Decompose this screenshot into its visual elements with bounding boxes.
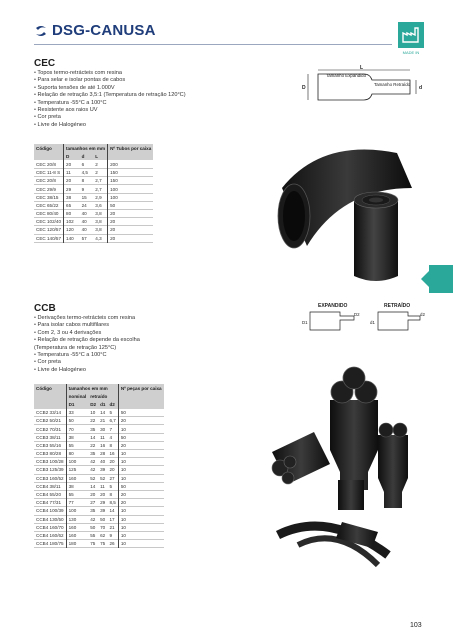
table-row <box>34 531 164 539</box>
table-cell: 10 <box>118 507 163 515</box>
list-item: • Topos termo-retrácteis com resina <box>34 70 186 77</box>
table-cell: 180 <box>66 540 88 548</box>
table-cell: 50 <box>90 524 96 530</box>
cec-recovered-label: Tamanho Retraído <box>374 82 411 87</box>
table-row <box>34 193 153 201</box>
table-cell: 10 <box>90 409 96 415</box>
table-cell: 20 <box>108 210 154 218</box>
ccb-spec-table <box>34 384 164 548</box>
ccb-expanded-label: EXPANDIDO <box>318 303 348 309</box>
factory-icon <box>398 22 424 48</box>
table-cell: 26 <box>109 541 115 547</box>
cec-expanded-label: Tamanho Expandido <box>326 73 367 78</box>
ccb-label-d1: d1 <box>370 320 375 325</box>
table-cell: 8 <box>81 178 85 184</box>
table-cell: 3,8 <box>95 219 102 225</box>
table-cell: 2,7 <box>95 186 102 192</box>
table-cell: 30 <box>100 426 106 432</box>
table-cell: 28 <box>100 451 106 457</box>
table-cell: 150 <box>108 177 154 185</box>
list-item: • Para selar e isolar pontas de cabos <box>34 77 186 84</box>
table-header: L <box>93 152 107 160</box>
table-cell: 42 <box>90 459 96 465</box>
table-cell: 2,7 <box>95 178 102 184</box>
table-cell: 24 <box>81 202 87 208</box>
table-cell: 20 <box>108 226 154 234</box>
table-cell: 55 <box>66 441 88 449</box>
table-cell: 10 <box>118 474 163 482</box>
table-row <box>34 482 164 490</box>
table-cell: 20 <box>64 177 80 185</box>
table-cell: 50 <box>108 201 154 209</box>
list-item: • Derivações termo-retrácteis com resina <box>34 315 140 322</box>
table-cell: 38 <box>66 482 88 490</box>
table-cell: CCB4 100/39 <box>36 508 64 514</box>
table-header: Código <box>34 384 66 392</box>
table-row <box>34 169 153 177</box>
list-item: • Livre de Halogéneo <box>34 367 107 374</box>
table-cell: 20 <box>108 218 154 226</box>
ccb-title: CCB <box>34 303 56 314</box>
list-item: • Para isolar cabos multifilares <box>34 322 140 329</box>
cec-product-photo <box>262 128 422 288</box>
table-cell: 22 <box>90 418 96 424</box>
table-cell: 150 <box>108 169 154 177</box>
table-cell: 3,8 <box>95 227 102 233</box>
table-cell: CCB4 38/11 <box>36 483 61 489</box>
table-row <box>34 433 164 441</box>
table-cell: CEC 140/57 <box>36 235 62 241</box>
table-cell: 40 <box>100 459 106 465</box>
table-cell: 42 <box>90 516 96 522</box>
table-row <box>34 425 164 433</box>
table-row <box>34 234 153 242</box>
table-cell: CCB3 125/39 <box>36 467 64 473</box>
cec-label-L: L <box>360 65 364 71</box>
table-cell: 102 <box>64 218 80 226</box>
table-cell: 9 <box>81 186 85 192</box>
table-cell: CCB3 100/28 <box>36 459 64 465</box>
table-cell: 50 <box>118 409 163 417</box>
table-cell: 77 <box>66 499 88 507</box>
table-cell: 57 <box>81 235 87 241</box>
table-header: retraído <box>88 392 118 400</box>
table-cell: 27 <box>90 500 96 506</box>
table-cell: 3,8 <box>95 211 102 217</box>
list-item: • Temperatura -55°C a 100°C <box>34 100 186 107</box>
brand-name: DSG-CANUSA <box>52 22 156 39</box>
table-row <box>34 185 153 193</box>
table-cell: CEC 29/9 <box>36 186 56 192</box>
table-cell: 27 <box>109 475 115 481</box>
table-row <box>34 441 164 449</box>
table-row <box>34 417 164 425</box>
table-cell: 55 <box>90 532 96 538</box>
table-header: Nº peças por caixa <box>118 384 163 392</box>
table-cell: 200 <box>108 160 154 168</box>
table-cell: 10 <box>118 531 163 539</box>
ccb-bullet-wrap: (Temperatura de retração 125°C) <box>34 345 117 351</box>
ccb-dimension-diagram <box>300 298 428 340</box>
table-cell: 65 <box>64 201 80 209</box>
table-cell: CCB2 50/21 <box>36 418 62 424</box>
list-item: • Relação de retração depende da escolha <box>34 337 140 344</box>
table-cell: CEC 38/15 <box>36 194 59 200</box>
table-cell: 35 <box>90 451 96 457</box>
table-cell: CEC 65/22 <box>36 202 59 208</box>
brand-swirl-icon <box>34 24 48 38</box>
table-cell: CCB3 160/52 <box>36 475 64 481</box>
table-cell: CCB4 180/75 <box>36 541 64 547</box>
table-cell: 21 <box>109 524 115 530</box>
table-cell: 80 <box>64 210 80 218</box>
ccb-label-D1: D1 <box>302 320 308 325</box>
table-cell: 16 <box>109 451 115 457</box>
table-cell: 20 <box>108 234 154 242</box>
table-cell: 20 <box>118 490 163 498</box>
table-cell: 120 <box>64 226 80 234</box>
table-cell: 20 <box>109 459 115 465</box>
table-cell: 35 <box>90 426 96 432</box>
table-cell: 29 <box>100 500 106 506</box>
table-cell: CCB4 77/31 <box>36 500 62 506</box>
table-header: Nº Tubos por caixa <box>108 144 154 152</box>
table-cell: 10 <box>118 425 163 433</box>
table-cell: 80 <box>66 450 88 458</box>
table-cell: 38 <box>64 193 80 201</box>
cec-label-D: D <box>302 85 306 91</box>
table-cell: 10 <box>118 458 163 466</box>
list-item: • Com 2, 3 ou 4 derivações <box>34 330 140 337</box>
table-cell: CCB4 160/62 <box>36 532 64 538</box>
table-cell: 11 <box>100 483 105 489</box>
cec-label-d: d <box>419 85 423 91</box>
table-cell: 38 <box>66 433 88 441</box>
table-cell: 75 <box>100 541 106 547</box>
table-row <box>34 177 153 185</box>
table-row <box>34 474 164 482</box>
table-row <box>34 466 164 474</box>
table-cell: 160 <box>66 523 88 531</box>
table-cell: 14 <box>90 434 96 440</box>
page-number: 103 <box>410 622 422 629</box>
table-cell: 3,6 <box>95 202 102 208</box>
table-row <box>34 218 153 226</box>
table-row <box>34 499 164 507</box>
table-cell: 75 <box>90 541 96 547</box>
table-header: Código <box>34 144 64 152</box>
table-cell: 10 <box>118 515 163 523</box>
table-cell: 4,3 <box>95 235 102 241</box>
table-cell: 52 <box>90 475 96 481</box>
cec-dimension-diagram <box>300 64 428 108</box>
table-row <box>34 523 164 531</box>
table-cell: 50 <box>66 417 88 425</box>
table-cell: 7 <box>109 426 113 432</box>
table-cell: 2 <box>95 170 98 176</box>
table-row <box>34 201 153 209</box>
table-cell: CCB4 130/50 <box>36 516 64 522</box>
table-cell: 100 <box>108 193 154 201</box>
table-cell: 100 <box>108 185 154 193</box>
table-cell: CEC 11-8 S <box>36 170 61 176</box>
table-row <box>34 160 153 168</box>
table-cell: 14 <box>90 483 96 489</box>
table-cell: 15 <box>81 194 87 200</box>
table-cell: 8,5 <box>109 500 116 506</box>
table-cell: 5 <box>109 409 113 415</box>
table-header: nominal <box>66 392 88 400</box>
table-cell: 125 <box>66 466 88 474</box>
ccb-label-d2: d2 <box>420 312 425 317</box>
table-cell: 40 <box>81 219 87 225</box>
table-cell: 16 <box>100 442 106 448</box>
table-cell: CEC 80/40 <box>36 211 59 217</box>
table-cell: 33 <box>66 409 88 417</box>
factory-label: MADE IN <box>402 50 420 55</box>
table-cell: 11 <box>64 169 80 177</box>
ccb-recovered-label: RETRAÍDO <box>384 303 411 309</box>
table-header: d2 <box>107 400 118 408</box>
table-row <box>34 540 164 548</box>
table-cell: 62 <box>100 532 106 538</box>
table-row <box>34 458 164 466</box>
table-header: tamanhos em mm <box>66 384 118 392</box>
table-cell: 9 <box>109 532 113 538</box>
table-row <box>34 450 164 458</box>
table-cell: 20 <box>64 160 80 168</box>
list-item: • Relação de retração 3,5:1 (Temperatura de retração 120°C) <box>34 92 186 99</box>
table-header: d1 <box>100 401 106 407</box>
brand-logo <box>34 22 156 39</box>
table-header: D1 <box>66 400 88 408</box>
table-cell: 42 <box>90 467 96 473</box>
table-cell: 4 <box>109 434 113 440</box>
table-cell: 50 <box>118 433 163 441</box>
cec-spec-table <box>34 144 153 243</box>
table-header: D2 <box>90 401 97 407</box>
table-cell: 52 <box>100 475 106 481</box>
table-cell: CCB3 80/28 <box>36 451 62 457</box>
table-cell: 39 <box>100 467 106 473</box>
table-cell: CEC 120/57 <box>36 227 62 233</box>
table-cell: 50 <box>100 516 106 522</box>
table-cell: 10 <box>118 540 163 548</box>
table-cell: 6,7 <box>109 418 116 424</box>
table-cell: 20 <box>118 417 163 425</box>
table-cell: 8 <box>109 442 113 448</box>
table-cell: 20 <box>118 499 163 507</box>
table-cell: 20 <box>90 492 96 498</box>
table-cell: CEC 20/8 <box>36 178 56 184</box>
table-row <box>34 409 164 417</box>
ccb-label-D2: D2 <box>354 312 360 317</box>
table-cell: 140 <box>64 234 80 242</box>
table-cell: CEC 20/8 <box>36 161 56 167</box>
list-item: • Livre de Halogéneo <box>34 122 186 129</box>
table-cell: 22 <box>90 442 96 448</box>
table-cell: 20 <box>109 467 115 473</box>
table-cell: 70 <box>66 425 88 433</box>
table-cell: 20 <box>100 492 106 498</box>
ccb-bullet-list-2 <box>34 352 107 374</box>
ccb-product-photo <box>268 360 423 585</box>
table-cell: 14 <box>109 508 115 514</box>
table-header: tamanhos em mm <box>64 144 108 152</box>
table-row <box>34 507 164 515</box>
table-cell: 11 <box>100 434 105 440</box>
table-cell: 14 <box>100 409 106 415</box>
list-item: • Temperatura -55°C a 100°C <box>34 352 107 359</box>
table-cell: 29 <box>64 185 80 193</box>
table-cell: 10 <box>118 450 163 458</box>
table-cell: 17 <box>109 516 115 522</box>
list-item: • Cor preta <box>34 359 107 366</box>
table-cell: 100 <box>66 507 88 515</box>
table-cell: 40 <box>81 227 87 233</box>
table-cell: 160 <box>66 474 88 482</box>
table-cell: 2,9 <box>95 194 102 200</box>
table-cell: 8 <box>109 492 113 498</box>
table-cell: CCB2 33/14 <box>36 409 62 415</box>
table-row <box>34 210 153 218</box>
table-cell: 160 <box>66 531 88 539</box>
table-cell: CCB4 55/20 <box>36 492 62 498</box>
table-cell: 55 <box>66 490 88 498</box>
list-item: • Resistente aos raios UV <box>34 107 186 114</box>
cec-title: CEC <box>34 58 56 69</box>
table-header: d <box>80 152 94 160</box>
table-cell: 100 <box>66 458 88 466</box>
table-cell: CCB2 70/31 <box>36 426 62 432</box>
header-rule <box>34 44 392 45</box>
table-cell: CCB4 160/70 <box>36 524 64 530</box>
table-header: D <box>64 152 80 160</box>
table-cell: 39 <box>100 508 106 514</box>
table-cell: 50 <box>118 482 163 490</box>
table-cell: CEC 102/40 <box>36 219 62 225</box>
table-cell: 6 <box>81 161 85 167</box>
table-cell: 40 <box>81 211 87 217</box>
table-row <box>34 490 164 498</box>
table-cell: CCB3 55/16 <box>36 442 62 448</box>
table-cell: 5 <box>109 483 113 489</box>
side-tab[interactable] <box>429 265 453 293</box>
table-cell: 70 <box>100 524 106 530</box>
table-cell: 10 <box>118 466 163 474</box>
table-cell: CCB3 38/11 <box>36 434 61 440</box>
table-row <box>34 226 153 234</box>
table-cell: 21 <box>100 418 106 424</box>
table-cell: 10 <box>118 523 163 531</box>
table-row <box>34 515 164 523</box>
list-item: • Cor preta <box>34 114 186 121</box>
table-cell: 35 <box>90 508 96 514</box>
table-cell: 4,5 <box>81 170 88 176</box>
table-cell: 20 <box>118 441 163 449</box>
table-cell: 130 <box>66 515 88 523</box>
cec-bullet-list <box>34 70 186 129</box>
ccb-bullet-list <box>34 315 140 345</box>
table-cell: 2 <box>95 161 98 167</box>
list-item: • Suporta tensões de até 1.000V <box>34 85 186 92</box>
